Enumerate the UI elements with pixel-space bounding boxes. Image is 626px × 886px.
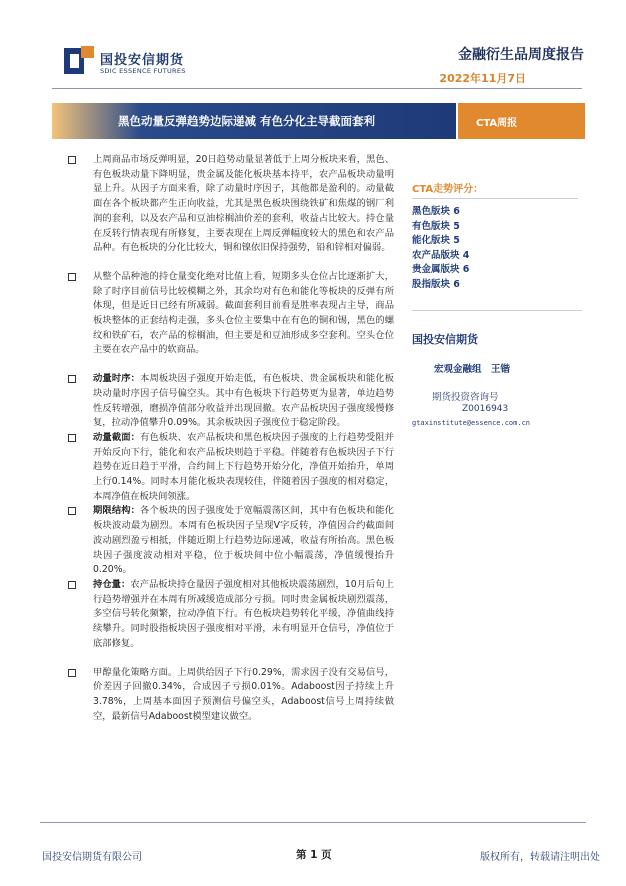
bullet-square-icon (68, 669, 76, 677)
score-energy-chem: 能化版块 5 (412, 235, 460, 247)
paragraph-position-summary (68, 270, 394, 358)
paragraph-text: 上周商品市场反弹明显，20日趋势动量显著低于上周分板块来看，黑色、有色板块动量下降明显，贵金属及能化板块基本持平，农产品板块动量明显上升。从因子方面来看，除了动量时序因子，其他都是盈利的。动量截面在各个板块都产生正向收益，尤其是黑色板块围绕铁矿和焦煤的钢厂利润的套利，以及农产品和豆油棕榈油价差的套利，收益占比较大。持仓量在反转行情表现有所修复，主要表现在上周反弹幅度较大的黑色和农产品品种。有色板块的分化比较大，铜和镍依旧保持强势，铅和锌相对偏弱。 (93, 154, 394, 254)
bullet-square-icon (68, 156, 76, 164)
headline-bar (52, 103, 456, 139)
footer-divider (40, 822, 586, 823)
paragraph-text: 有色板块、农产品板块和黑色板块因子强度的上行趋势受阻并开始反向下行，能化和农产品板块则趋于平稳。伴随着有色板块因子下行趋势在近日趋于平滑，合约间上下行趋势开始分化，净值开始抬升，单周上行0.14%。同时本月能化板块表现较佳，伴随着因子强度的相对稳定，本周净值在板块间领涨。 (93, 431, 394, 502)
logo-mark-icon (64, 46, 94, 76)
paragraph-text: 各个板块的因子强度处于宽幅震荡区间，其中有色板块和能化板块波动最为剧烈。本周有色板块因子呈现V字反转，净值因合约截面间波动剧烈盈亏相抵，伴随近期上行趋势边际递减，收益有所抬高。黑色板块因子强度波动相对平稳，位于板块间中位小幅震荡，净值缓慢抬升0.20%。 (93, 505, 394, 576)
paragraph-text: 本周板块因子强度开始走低，有色板块、贵金属板块和能化板块动量时序因子信号偏空头。其中有色板块下行趋势更为显著，单边趋势性反转增强，磨损净值部分收益并出现回撤。农产品板块因子强度缓慢修复，拉动净值攀升0.09%。其余板块因子强度位于稳定阶段。 (93, 373, 394, 429)
company-logo (64, 46, 204, 80)
cta-score-title: CTA走势评分： (412, 184, 484, 195)
sidebar-analyst: 宏观金融组 王锴 (434, 364, 511, 375)
headline-banner (52, 103, 585, 139)
bullet-square-icon (68, 375, 76, 383)
page-number: 第 1 页 (296, 849, 332, 861)
paragraph-text: 农产品板块持仓量因子强度相对其他板块震荡剧烈，10月后旬上行趋势增强并在本周有所减缓造成部分亏损。同时贵金属板块剧烈震荡，多空信号转化频繁，拉动净值下行。有色板块趋势转化平缓，净值曲线持续攀升。同时股指板块因子强度相对平滑，未有明显开仓信号，净值位于底部修复。 (93, 578, 394, 649)
license-number: Z0016943 (462, 404, 509, 414)
sidebar-company: 国投安信期货 (412, 333, 478, 346)
paragraph-label: 期限结构： (93, 505, 141, 517)
paragraph-momentum-cross-section (68, 431, 394, 505)
bullet-square-icon (68, 273, 76, 281)
paragraph-momentum-timeseries (68, 372, 394, 431)
contact-email[interactable]: gtaxinstitute@essence.com.cn (412, 419, 531, 427)
paragraph-label: 动量截面： (93, 431, 141, 443)
bullet-square-icon (68, 507, 76, 515)
paragraph-text: 从整个品种池的持仓量变化绝对比值上看，短期多头仓位占比逐渐扩大，除了时序目前信号比较模糊之外，其余均对有色和能化等板块的反弹有所体现，但是近日已经有所减弱。截面套利目前看是胜率表现占主导，商品板块整体的正套结构走强，多头仓位主要集中在有色的铜和锡，黑色的螺纹和铁矿石，农产品的棕榈油，但主要是和豆油形成多空套利。空头仓位主要在农产品中的软商品。 (93, 270, 394, 356)
report-type-label: CTA周报 (476, 118, 518, 129)
footer-company: 国投安信期货有限公司 (42, 852, 142, 863)
sidebar-divider (412, 198, 578, 199)
bullet-square-icon (68, 581, 76, 589)
logo-chinese-text: 国投安信期货 (100, 53, 185, 68)
sidebar-divider (412, 310, 582, 311)
footer-copyright: 版权所有，转载请注明出处 (480, 852, 600, 863)
paragraph-label: 动量时序： (93, 373, 141, 385)
score-precious-metals: 贵金属版块 6 (412, 264, 470, 276)
paragraph-text: 甲醇量化策略方面。上周供给因子下行0.29%，需求因子没有交易信号，价差因子回撤0.34%，合成因子亏损0.01%。Adaboost因子持续上升3.78%，上周基本面因子预测信号偏空头，Adaboost信号上周持续做空，最新信号Adaboost模型建议做空。 (93, 666, 394, 722)
paragraph-methanol-strategy (68, 666, 394, 725)
header-divider (52, 88, 582, 89)
logo-english-text: SDIC ESSENCE FUTURES (100, 67, 186, 75)
paragraph-label: 持仓量： (93, 578, 131, 590)
score-stock-index: 股指版块 6 (412, 278, 460, 290)
paragraph-open-interest (68, 578, 394, 652)
score-black: 黑色版块 6 (412, 206, 460, 217)
report-type-tag (458, 103, 585, 139)
score-nonferrous: 有色版块 5 (412, 220, 460, 232)
bullet-square-icon (68, 434, 76, 442)
report-title: 金融衍生品周度报告 (458, 47, 584, 63)
paragraph-term-structure (68, 504, 394, 578)
cta-score-panel (412, 180, 582, 293)
report-date: 2022年11月7日 (439, 72, 526, 85)
headline-text: 黑色动量反弹趋势边际递减 有色分化主导截面套利 (118, 114, 376, 128)
paragraph-market-summary (68, 153, 394, 256)
score-agri: 农产品版块 4 (412, 249, 470, 261)
report-body (68, 153, 394, 724)
license-label: 期货投资咨询号 (432, 392, 499, 403)
